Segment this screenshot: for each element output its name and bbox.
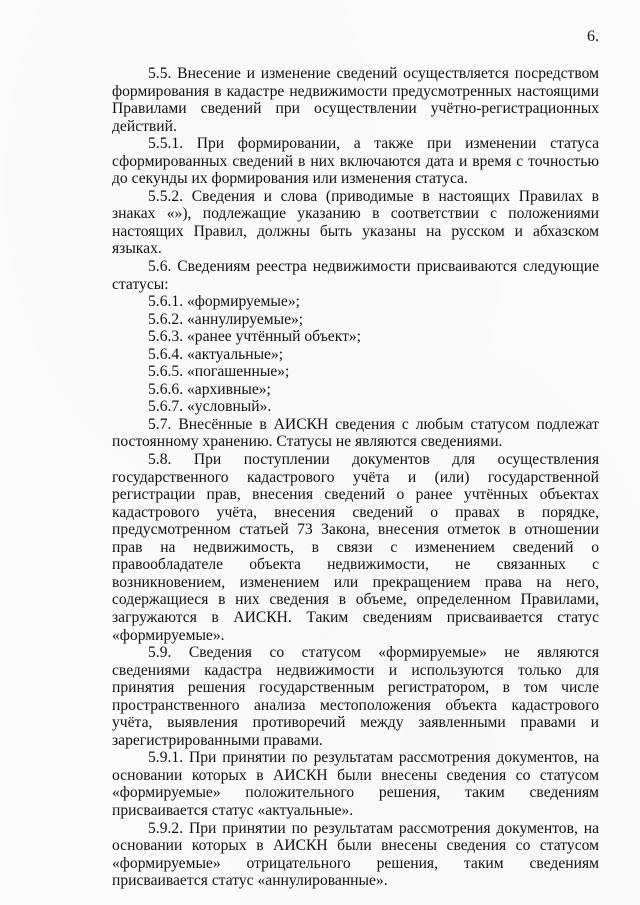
status-list-item: 5.6.3. «ранее учтённый объект»; xyxy=(148,328,362,346)
paragraph-5-5-2: 5.5.2. Сведения и слова (приводимые в настоящих Правилах в знаках «»), подлежащие указанию в соответствии с положениями настоящих Правил, должны быть указаны на русском и абхазском языках. xyxy=(112,187,599,258)
status-list-item: 5.6.2. «аннулируемые»; xyxy=(148,310,304,328)
status-list-item: 5.6.6. «архивные»; xyxy=(148,380,271,398)
status-list-item: 5.6.5. «погашенные»; xyxy=(148,363,290,381)
paragraph-5-5-1: 5.5.1. При формировании, а также при изменении статуса сформированных сведений в них включаются дата и время с точностью до секунды их формирования или изменения статуса. xyxy=(112,135,599,188)
page-number: 6. xyxy=(587,28,599,45)
paragraph-5-9: 5.9. Сведения со статусом «формируемые» не являются сведениями кадастра недвижимости и используются только для принятия решения государственным регистратором, в том числе пространственного анализа местоположения объекта кадастрового учёта, выявления противоречий между заявленными правами и зарегистрированными правами. xyxy=(112,644,599,749)
paragraph-5-9-2: 5.9.2. При принятии по результатам рассмотрения документов, на основании которых в АИСКН были внесены сведения со статусом «формируемые» отрицательного решения, таким сведениям присваивается статус «аннулированные». xyxy=(112,819,599,890)
paragraph-5-6: 5.6. Сведениям реестра недвижимости присваиваются следующие статусы: xyxy=(112,258,599,293)
document-body xyxy=(112,65,599,890)
paragraph-5-5: 5.5. Внесение и изменение сведений осуществляется посредством формирования в кадастре недвижимости предусмотренных настоящими Правилами сведений при осуществлении учётно-регистрационных действий. xyxy=(112,65,599,135)
status-list xyxy=(112,293,599,416)
status-list-item: 5.6.7. «условный». xyxy=(148,398,272,416)
paragraph-5-7: 5.7. Внесённые в АИСКН сведения с любым статусом подлежат постоянному хранению. Статусы не являются сведениями. xyxy=(112,415,599,451)
status-list-item: 5.6.1. «формируемые»; xyxy=(148,293,300,311)
paragraph-5-8: 5.8. При поступлении документов для осуществления государственного кадастрового учёта и (или) государственной регистрации прав, внесения сведений о ранее учтённых объектах кадастрового учёта, внесения сведений о правах в порядке, предусмотренном статьей 73 Закона, внесения отметок в отношении прав на недвижимость, в связи с изменением сведений о правообладателе объекта недвижимости, не связанных с возникновением, изменением или прекращением права на него, содержащиеся в них сведения в объеме, определенном Правилами, загружаются в АИСКН. Таким сведениям присваивается статус «формируемые». xyxy=(112,451,599,644)
status-list-item: 5.6.4. «актуальные»; xyxy=(148,345,284,363)
paragraph-5-9-1: 5.9.1. При принятии по результатам рассмотрения документов, на основании которых в АИСКН были внесены сведения со статусом «формируемые» положительного решения, таким сведениям присваивается статус «актуальные». xyxy=(112,749,599,819)
